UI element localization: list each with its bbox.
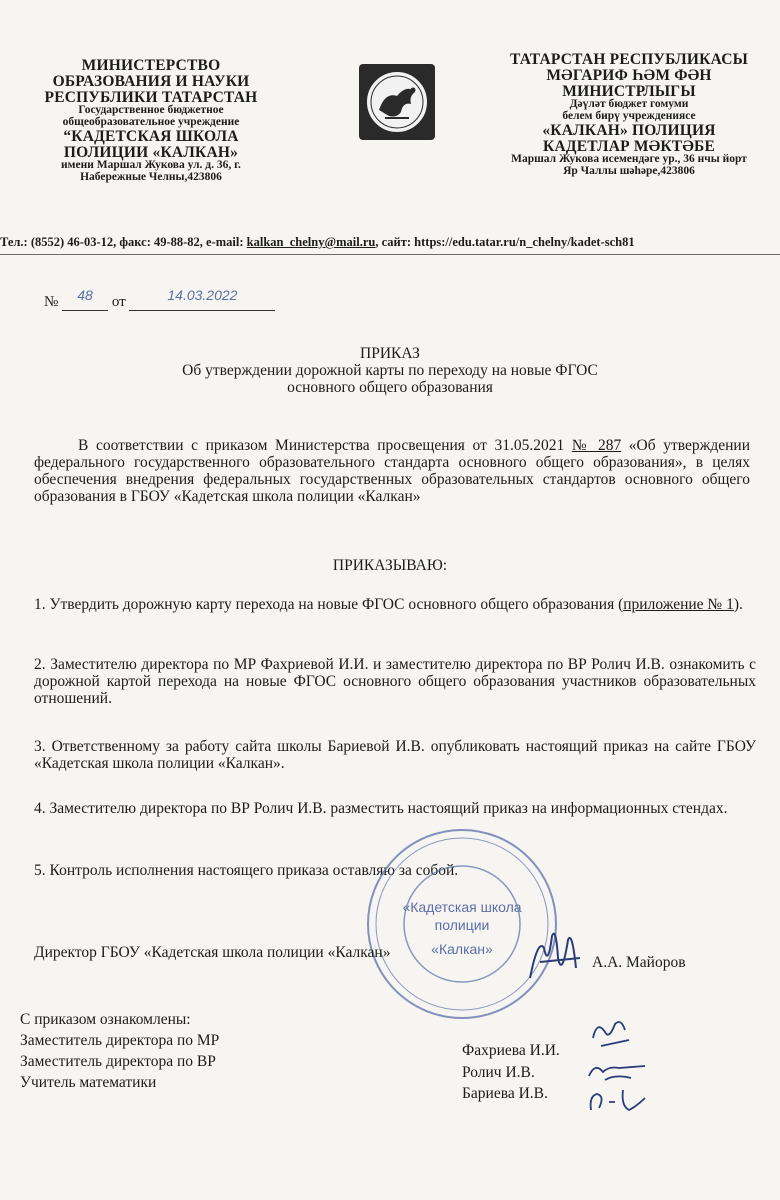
institution-tt-type-2: белем бирү учреждениясе [562, 110, 696, 123]
name-3: Бариева И.В. [462, 1085, 548, 1103]
ministry-line-3: РЕСПУБЛИКИ ТАТАРСТАН [44, 88, 258, 106]
institution-tt-type-1: Дәүләт бюджет гомуми [569, 98, 689, 111]
director-position: Директор ГБОУ «Кадетская школа полиции «Калкан» [34, 944, 391, 961]
role-1: Заместитель директора по МР [20, 1031, 220, 1049]
order-heading: ПРИКАЗ [360, 345, 420, 362]
ministry-line-1: МИНИСТЕРСТВО [81, 57, 221, 74]
order-item-3: 3. Ответственному за работу сайта школы Бариевой И.В. опубликовать настоящий приказ на сайте ГБОУ «Кадетская школа полиции «Калкан». [34, 738, 756, 773]
familiarized-names [462, 1040, 560, 1105]
preamble-paragraph [34, 437, 750, 505]
ministry-tt-line-1: ТАТАРСТАН РЕСПУБЛИКАСЫ [509, 51, 749, 68]
institution-type-2: общеобразовательное учреждение [62, 116, 240, 129]
ministry-line-2: ОБРАЗОВАНИЯ И НАУКИ [52, 72, 250, 90]
contacts-email[interactable]: kalkan_chelny@mail.ru [246, 235, 376, 249]
stamp-text-1: «Кадетская школа [402, 899, 522, 915]
header-right-block [478, 52, 780, 178]
name-1: Фахриева И.И. [462, 1042, 560, 1059]
staff-signatures-icon [575, 1010, 665, 1120]
date-label: от [111, 294, 126, 310]
role-3: Учитель математики [20, 1073, 157, 1091]
school-name-2: ПОЛИЦИИ «КАЛКАН» [63, 143, 239, 161]
familiarized-heading: С приказом ознакомлены: [20, 1011, 191, 1028]
order-subtitle-1: Об утверждении дорожной карты по переходу на новые ФГОС [182, 362, 598, 380]
address-line-1: имени Маршал Жукова ул. д. 36, г. [61, 159, 241, 172]
name-2: Ролич И.В. [462, 1063, 535, 1081]
preamble-text-1: В соответствии с приказом Министерства просвещения от 31.05.2021 [78, 437, 572, 454]
order-item-5: 5. Контроль исполнения настоящего приказа оставляю за собой. [34, 862, 459, 879]
contacts-phone-fax: Тел.: (8552) 46-03-12, факс: 49-88-82, e-mail: [0, 235, 247, 249]
order-item-1 [34, 596, 756, 613]
appendix-link: приложение № 1 [623, 596, 734, 613]
contacts-site: , сайт: https://edu.tatar.ru/n_chelny/kadet-sch81 [375, 235, 635, 249]
number-field [62, 287, 108, 311]
school-tt-name-2: КАДЕТЛАР МӘКТӘБЕ [543, 137, 715, 155]
order-date: 14.03.2022 [167, 287, 238, 303]
address-line-2: Набережные Челны,423806 [80, 171, 222, 184]
header-left-block [28, 58, 274, 184]
order-title-block [0, 345, 780, 396]
order-number-line [44, 287, 275, 311]
tatarstan-emblem-icon [357, 62, 437, 142]
header-divider [0, 254, 780, 255]
stamp-text-3: «Калкан» [431, 941, 493, 957]
institution-type-1: Государственное бюджетное [78, 104, 224, 117]
preamble-text-2: «Об утверждении федерального государственного образовательного стандарта основного общего образования», в целях обеспечения внедрения федеральных государственных образовательных стандартов основного общего образования в ГБОУ «Кадетская школа полиции «Калкан» [34, 437, 750, 506]
number-label: № [44, 294, 59, 310]
address-tt-line-2: Яр Чаллы шәһәре,423806 [563, 165, 695, 178]
item-1-end: ). [733, 596, 743, 613]
address-tt-line-1: Маршал Жукова исемендәге ур., 36 нчы йорт [511, 153, 747, 166]
order-number: 48 [77, 287, 93, 303]
order-reference: № 287 [571, 437, 622, 454]
director-signature-icon [520, 918, 590, 988]
school-name-1: “КАДЕТСКАЯ ШКОЛА [63, 127, 239, 145]
ministry-tt-line-2: МӘГАРИФ ҺӘМ ФӘН [546, 66, 712, 84]
order-item-2: 2. Заместителю директора по МР Фахриевой И.И. и заместителю директора по ВР Ролич И.В. ознакомить с дорожной картой перехода на новые ФГОС основного общего образования участников образовательных отношений. [34, 656, 756, 708]
order-subtitle-2: основного общего образования [287, 379, 493, 397]
stamp-text-2: полиции [434, 917, 490, 933]
item-1-text: 1. Утвердить дорожную карту перехода на новые ФГОС основного общего образования ( [34, 596, 624, 613]
school-tt-name-1: «КАЛКАН» ПОЛИЦИЯ [542, 121, 716, 139]
director-name: А.А. Майоров [592, 954, 686, 971]
contacts-line [0, 235, 780, 250]
familiarized-block [20, 1010, 219, 1094]
ministry-tt-line-3: МИНИСТРЛЫГЫ [562, 82, 696, 100]
order-word: ПРИКАЗЫВАЮ: [332, 557, 448, 574]
order-item-4: 4. Заместителю директора по ВР Ролич И.В. разместить настоящий приказ на информационных стендах. [34, 800, 728, 817]
role-2: Заместитель директора по ВР [20, 1052, 216, 1070]
date-field [129, 287, 275, 311]
